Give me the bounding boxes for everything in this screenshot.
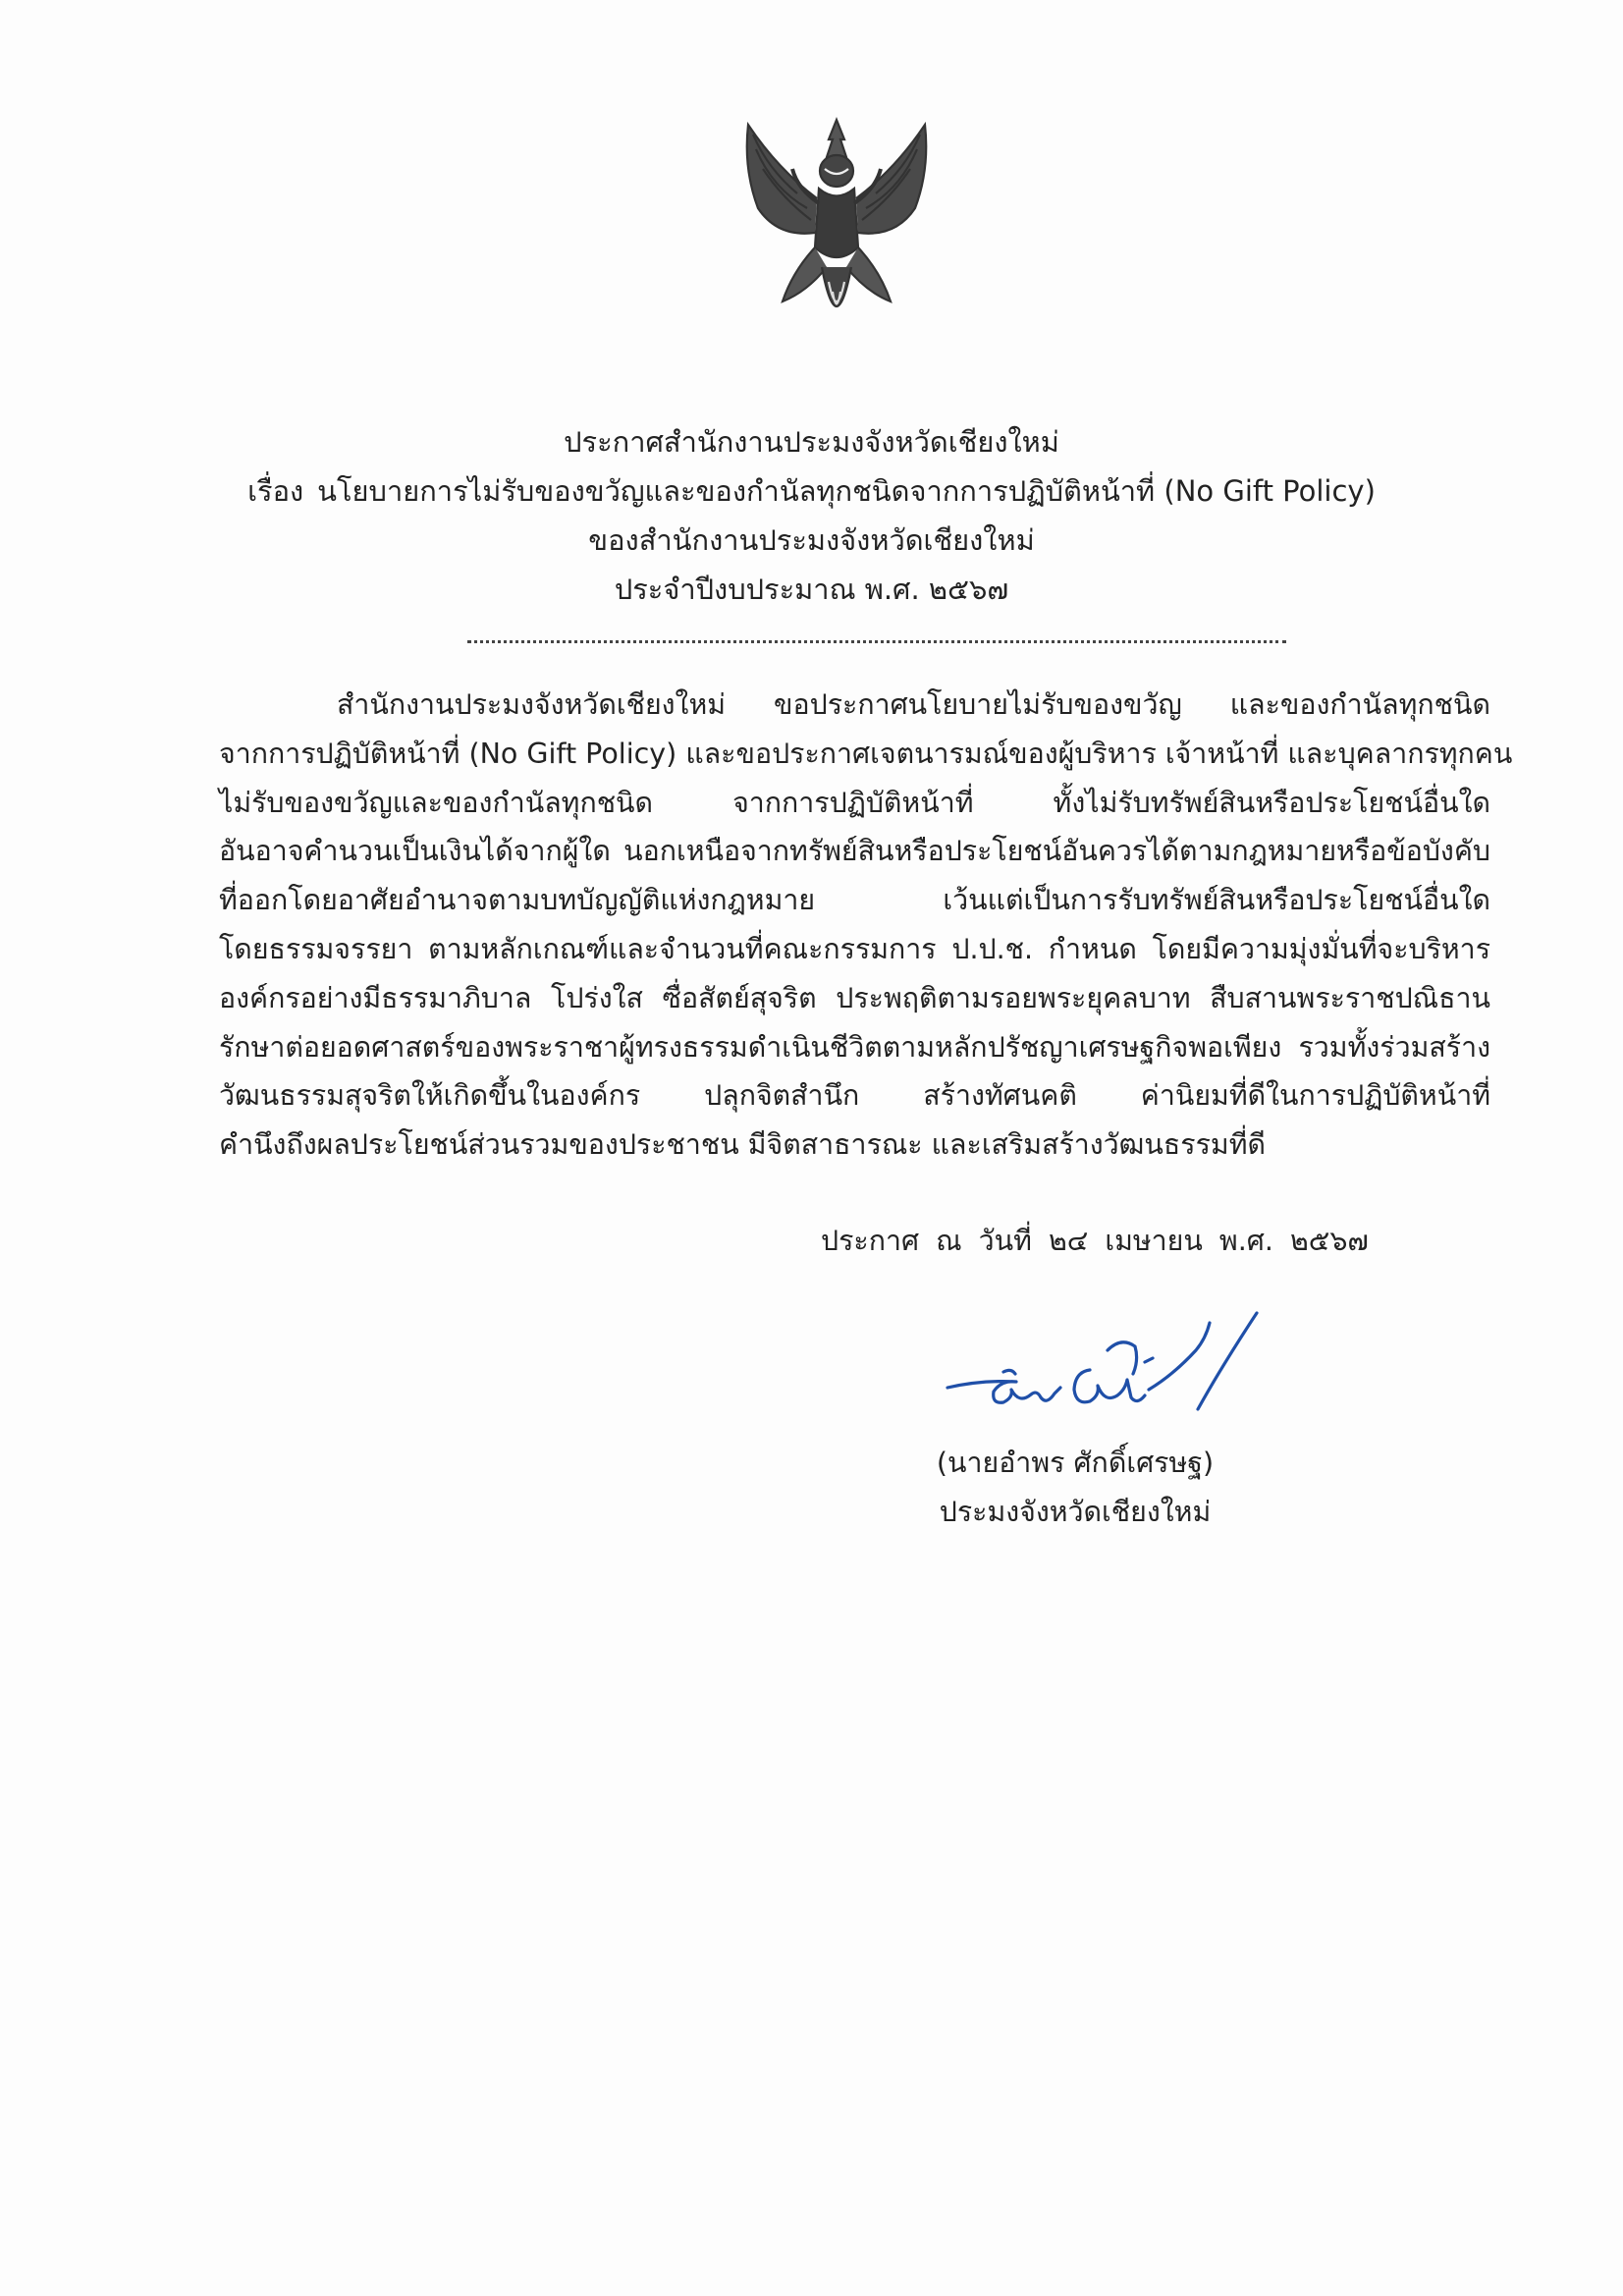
announcement-title: ประกาศสำนักงานประมงจังหวัดเชียงใหม่ — [564, 425, 1059, 459]
body-line: รักษาต่อยอดศาสตร์ของพระราชาผู้ทรงธรรมดำเนินชีวิตตามหลักปรัชญาเศรษฐกิจพอเพียง รวมทั้งร่วมสร้าง — [219, 1030, 1490, 1064]
signer-name: (นายอำพร ศักดิ์เศรษฐ) — [936, 1447, 1215, 1479]
subject-text: นโยบายการไม่รับของขวัญและของกำนัลทุกชนิดจากการปฏิบัติหน้าที่ (No Gift Policy) — [317, 474, 1376, 508]
body-line: โดยธรรมจรรยา ตามหลักเกณฑ์และจำนวนที่คณะกรรมการ ป.ป.ช. กำหนด โดยมีความมุ่งมั่นที่จะบริหาร — [219, 932, 1490, 965]
signer-position: ประมงจังหวัดเชียงใหม่ — [939, 1496, 1212, 1528]
body-line: องค์กรอย่างมีธรรมาภิบาล โปร่งใส ซื่อสัตย์สุจริต ประพฤติตามรอยพระยุคลบาท สืบสานพระราชปณิธาน — [219, 981, 1490, 1014]
body-line: คำนึงถึงผลประโยชน์ส่วนรวมของประชาชน มีจิตสาธารณะ และเสริมสร้างวัฒนธรรมที่ดี — [219, 1128, 1266, 1162]
announcement-subject — [0, 466, 1623, 516]
body-line: ที่ออกโดยอาศัยอำนาจตามบทบัญญัติแห่งกฎหมาย เว้นแต่เป็นการรับทรัพย์สินหรือประโยชน์อื่นใด — [219, 884, 1490, 917]
body-line: จากการปฏิบัติหน้าที่ (No Gift Policy) และขอประกาศเจตนารมณ์ของผู้บริหาร เจ้าหน้าที่ และบุคลากรทุกคน — [219, 737, 1513, 770]
announcement-fiscal-year: ประจำปีงบประมาณ พ.ศ. ๒๕๖๗ — [614, 573, 1009, 606]
announcement-body — [219, 681, 1513, 1170]
garuda-emblem-icon — [738, 110, 935, 346]
body-line: อันอาจคำนวนเป็นเงินได้จากผู้ใด นอกเหนือจากทรัพย์สินหรือประโยชน์อันควรได้ตามกฎหมายหรือข้อบังคับ — [219, 835, 1490, 868]
handwritten-signature-icon — [943, 1311, 1267, 1434]
signer-block — [864, 1439, 1286, 1537]
subject-label: เรื่อง — [247, 474, 304, 508]
body-line: ไม่รับของขวัญและของกำนัลทุกชนิด จากการปฏิบัติหน้าที่ ทั้งไม่รับทรัพย์สินหรือประโยชน์อื่นใด — [219, 786, 1490, 819]
dotted-divider — [467, 640, 1286, 643]
body-line: วัฒนธรรมสุจริตให้เกิดขึ้นในองค์กร ปลุกจิตสำนึก สร้างทัศนคติ ค่านิยมที่ดีในการปฏิบัติหน้าที่ — [219, 1079, 1490, 1113]
announcement-header — [0, 417, 1623, 614]
announcement-office: ของสำนักงานประมงจังหวัดเชียงใหม่ — [588, 523, 1035, 557]
body-line: สำนักงานประมงจังหวัดเชียงใหม่ ขอประกาศนโยบายไม่รับของขวัญ และของกำนัลทุกชนิด — [337, 688, 1490, 721]
announcement-date: ประกาศ ณ วันที่ ๒๔ เมษายน พ.ศ. ๒๕๖๗ — [821, 1225, 1369, 1257]
